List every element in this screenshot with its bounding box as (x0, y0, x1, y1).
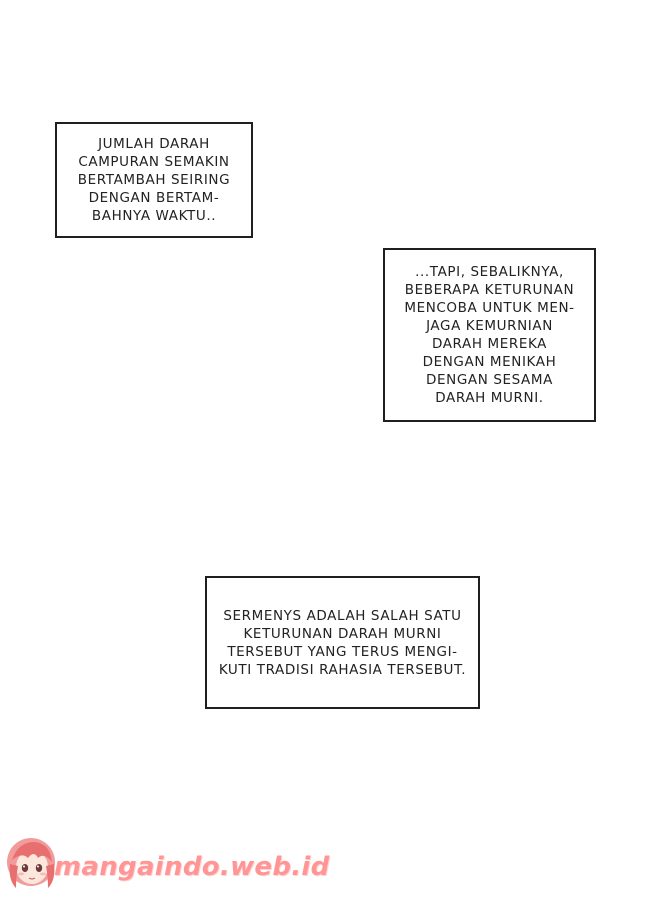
narration-line: ...TAPI, SEBALIKNYA, (415, 264, 564, 280)
narration-line: KETURUNAN DARAH MURNI (243, 625, 442, 642)
watermark-text: mangaindo.web.id (54, 852, 330, 882)
narration-line: CAMPURAN SEMAKIN (78, 154, 230, 170)
narration-box-1 (55, 122, 253, 238)
narration-line: BEBERAPA KETURUNAN (404, 282, 575, 298)
narration-text (404, 263, 574, 407)
narration-box-2 (383, 248, 596, 422)
narration-box-3 (205, 576, 480, 709)
watermark (4, 836, 330, 892)
narration-line: DENGAN BERTAM- (88, 190, 220, 206)
narration-line: DENGAN MENIKAH (422, 354, 557, 370)
narration-line: JUMLAH DARAH (98, 136, 210, 152)
narration-line: MENCOBA UNTUK MEN- (404, 300, 575, 316)
narration-line: KUTI TRADISI RAHASIA TERSEBUT. (218, 661, 467, 678)
narration-line: DENGAN SESAMA (426, 372, 553, 388)
narration-text (78, 135, 230, 225)
narration-line: JAGA KEMURNIAN (426, 318, 553, 334)
narration-line: DARAH MEREKA (431, 336, 548, 352)
narration-line: BERTAMBAH SEIRING (77, 172, 231, 188)
narration-line: SERMENYS ADALAH SALAH SATU (223, 607, 462, 624)
narration-line: DARAH MURNI. (435, 390, 544, 406)
narration-text (219, 607, 466, 679)
narration-line: TERSEBUT YANG TERUS MENGI- (227, 643, 458, 660)
narration-line: BAHNYA WAKTU.. (91, 208, 217, 224)
anime-girl-mascot-icon (4, 836, 60, 892)
